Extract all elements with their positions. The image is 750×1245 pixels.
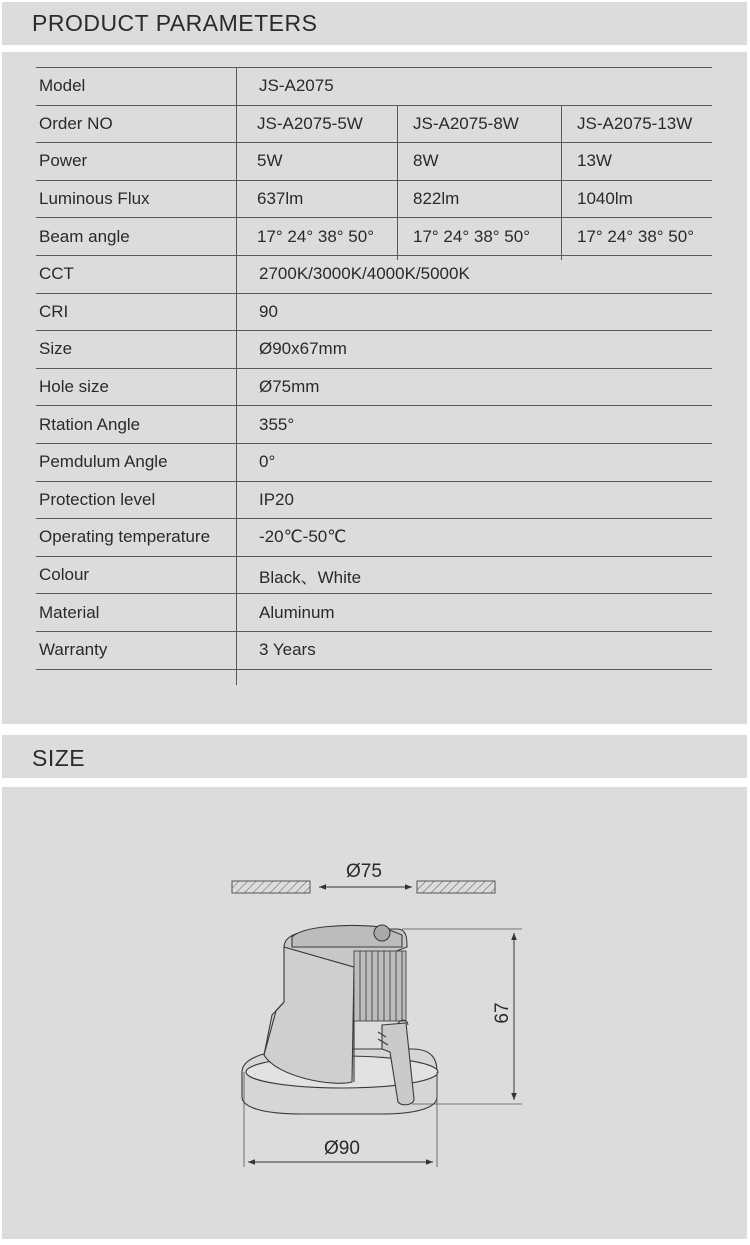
row-value: Ø75mm: [259, 377, 320, 397]
row-label: CCT: [39, 264, 74, 284]
row-label: CRI: [39, 301, 69, 321]
table-row-beam-angle: [36, 218, 712, 256]
parameters-section-title: PRODUCT PARAMETERS: [2, 2, 747, 45]
row-value: Aluminum: [259, 602, 335, 622]
height-dimension-label: 67: [492, 1002, 513, 1024]
row-label: Model: [39, 76, 86, 96]
row-label: Hole size: [39, 377, 109, 397]
ceiling-cutout-left: [232, 881, 310, 893]
row-value: 0°: [259, 452, 276, 472]
table-row-size: [36, 331, 712, 369]
row-value: Ø90x67mm: [259, 339, 347, 359]
row-value-8w: JS-A2075-8W: [413, 113, 519, 133]
table-row-warranty: [36, 632, 712, 670]
row-label: Power: [39, 151, 88, 171]
row-label: Protection level: [39, 489, 156, 509]
row-value: 90: [259, 301, 278, 321]
table-row-rotation-angle: [36, 406, 712, 444]
table-row-cri: [36, 294, 712, 332]
row-value-8w: 8W: [413, 151, 439, 171]
row-value: 355°: [259, 414, 295, 434]
table-row-cct: [36, 256, 712, 294]
column-divider: [397, 106, 398, 260]
spec-table: [36, 67, 712, 670]
row-label: Warranty: [39, 640, 108, 660]
row-value: -20℃-50℃: [259, 527, 347, 547]
row-value-8w: 17° 24° 38° 50°: [413, 226, 530, 246]
row-label: Pemdulum Angle: [39, 452, 168, 472]
table-row-order-no: [36, 106, 712, 144]
dimension-drawing: [2, 787, 747, 1239]
row-value-13w: 17° 24° 38° 50°: [577, 226, 694, 246]
row-value: Black、White: [259, 567, 362, 587]
row-value: JS-A2075: [259, 76, 334, 96]
hole-dimension: [232, 861, 495, 893]
row-value: 3 Years: [259, 640, 316, 660]
row-label: Material: [39, 602, 100, 622]
table-row-colour: [36, 557, 712, 595]
table-row-protection-level: [36, 482, 712, 520]
table-row-pendulum-angle: [36, 444, 712, 482]
table-row-model: [36, 68, 712, 106]
hole-dimension-label: Ø75: [346, 861, 382, 882]
row-value-5w: JS-A2075-5W: [257, 113, 363, 133]
table-row-hole-size: [36, 369, 712, 407]
column-divider: [561, 106, 562, 260]
row-value-5w: 637lm: [257, 189, 304, 209]
row-value-8w: 822lm: [413, 189, 460, 209]
row-value: IP20: [259, 489, 294, 509]
size-section-title: SIZE: [2, 735, 747, 778]
column-divider: [236, 68, 237, 685]
row-value-13w: 1040lm: [577, 189, 633, 209]
table-row-luminous-flux: [36, 181, 712, 219]
diameter-dimension-label: Ø90: [324, 1138, 360, 1159]
table-row-material: [36, 594, 712, 632]
table-row-operating-temperature: [36, 519, 712, 557]
row-label: Rtation Angle: [39, 414, 141, 434]
row-label: Beam angle: [39, 226, 130, 246]
row-label: Luminous Flux: [39, 189, 150, 209]
row-value: 2700K/3000K/4000K/5000K: [259, 264, 470, 284]
row-label: Colour: [39, 565, 90, 585]
row-label: Operating temperature: [39, 527, 211, 547]
row-value-5w: 5W: [257, 151, 283, 171]
row-value-13w: JS-A2075-13W: [577, 113, 693, 133]
row-value-5w: 17° 24° 38° 50°: [257, 226, 374, 246]
downlight-body: [242, 925, 438, 1114]
table-row-power: [36, 143, 712, 181]
row-label: Order NO: [39, 113, 113, 133]
ceiling-cutout-right: [417, 881, 495, 893]
row-label: Size: [39, 339, 73, 359]
row-value-13w: 13W: [577, 151, 612, 171]
